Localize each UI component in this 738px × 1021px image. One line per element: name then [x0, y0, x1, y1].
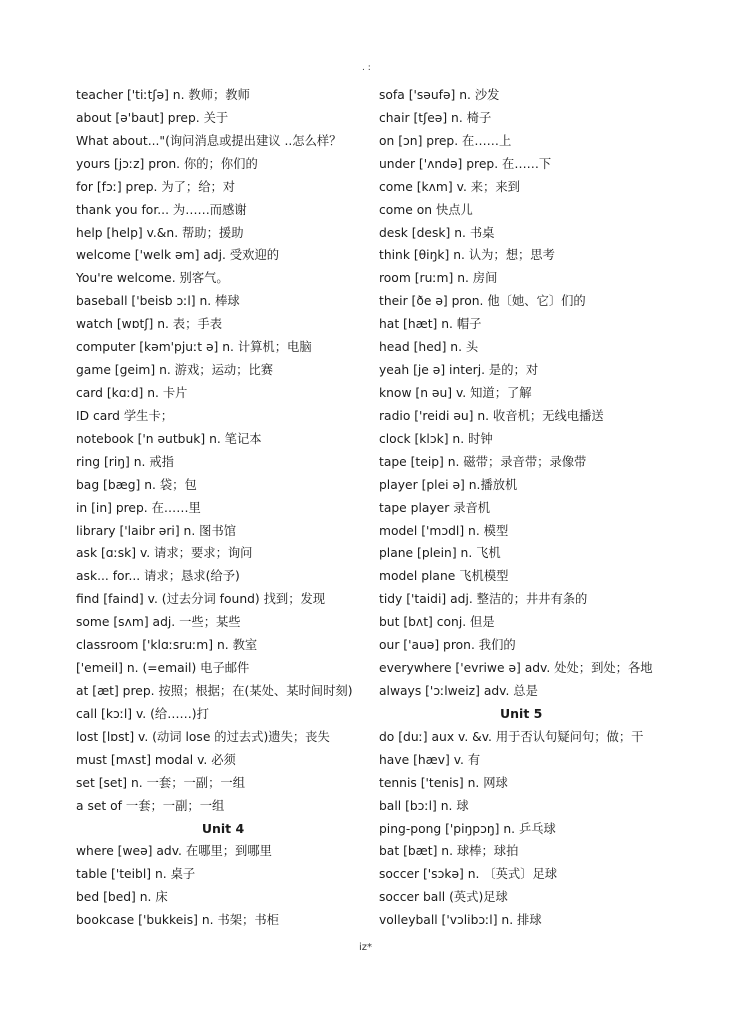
vocab-entry: tennis ['tenis] n. 网球 [379, 775, 508, 790]
vocab-entry: radio ['reidi əu] n. 收音机；无线电播送 [379, 408, 604, 423]
vocab-entry: watch [wɒtʃ] n. 表；手表 [76, 317, 222, 332]
vocab-entry: ['emeil] n. (=email) 电子邮件 [76, 661, 250, 676]
vocab-entry: model ['mɔdl] n. 模型 [379, 523, 509, 538]
vocab-entry: ring [riŋ] n. 戒指 [76, 454, 174, 469]
vocab-entry: What about..."(询问消息或提出建议 ..怎么样？ [76, 133, 342, 148]
vocab-entry: find [faind] v. (过去分词 found) 找到；发现 [76, 592, 326, 607]
vocab-entry: baseball ['beisb ɔːl] n. 棒球 [76, 294, 240, 309]
vocab-entry: call [kɔːl] v. (给……)打 [76, 706, 209, 721]
vocab-entry: classroom ['klɑːsruːm] n. 教室 [76, 638, 258, 653]
vocab-entry: under ['ʌndə] prep. 在……下 [379, 156, 552, 171]
vocab-entry: bed [bed] n. 床 [76, 890, 168, 905]
vocab-entry: table ['teibl] n. 桌子 [76, 867, 196, 882]
unit-heading: Unit 4 [201, 820, 245, 836]
vocab-entry: notebook ['n əutbuk] n. 笔记本 [76, 431, 262, 446]
vocab-entry: player [plei ə] n.播放机 [379, 477, 518, 492]
vocab-entry: come on 快点儿 [379, 202, 473, 217]
vocab-entry: ping-pong ['piŋpɔŋ] n. 乒乓球 [379, 821, 556, 836]
vocab-entry: must [mʌst] modal v. 必须 [76, 752, 236, 767]
vocab-entry: sofa ['səufə] n. 沙发 [379, 88, 500, 102]
vocab-entry: their [ðe ə] pron. 他〔她、它〕们的 [379, 294, 586, 309]
vocab-entry: some [sʌm] adj. 一些；某些 [76, 615, 241, 630]
vocab-entry: model plane 飞机模型 [379, 569, 509, 584]
vocab-entry: welcome ['welk əm] adj. 受欢迎的 [76, 248, 280, 263]
vocab-entry: soccer ball (英式)足球 [379, 890, 508, 905]
vocab-entry: chair [tʃeə] n. 椅子 [379, 110, 492, 125]
vocab-entry: thank you for... 为……而感谢 [76, 202, 247, 217]
vocab-entry: ask... for... 请求；恳求(给予) [76, 569, 240, 584]
vocab-entry: room [ruːm] n. 房间 [379, 271, 498, 286]
vocab-entry: for [fɔː] prep. 为了；给；对 [76, 179, 236, 194]
vocab-column-left [76, 84, 366, 932]
vocab-entry: tidy ['taidi] adj. 整洁的；井井有条的 [379, 592, 588, 607]
vocab-entry: bat [bæt] n. 球棒；球拍 [379, 844, 519, 859]
vocab-entry: set [set] n. 一套；一副；一组 [76, 775, 245, 790]
vocab-entry: yeah [je ə] interj. 是的；对 [379, 363, 539, 378]
vocab-entry: have [hæv] v. 有 [379, 752, 481, 767]
vocab-entry: hat [hæt] n. 帽子 [379, 317, 482, 332]
vocab-entry: volleyball ['vɔlibɔːl] n. 排球 [379, 913, 542, 928]
vocab-entry: tape [teip] n. 磁带；录音带；录像带 [379, 454, 587, 469]
header-mark: . : [362, 63, 371, 73]
vocab-entry: tape player 录音机 [379, 500, 491, 515]
vocab-entry: our ['auə] pron. 我们的 [379, 638, 516, 653]
vocab-entry: card [kɑːd] n. 卡片 [76, 385, 188, 400]
vocab-entry: where [weə] adv. 在哪里；到哪里 [76, 844, 272, 859]
footer-mark: iz* [359, 942, 373, 953]
vocab-entry: clock [klɔk] n. 时钟 [379, 431, 493, 446]
vocab-entry: know [n əu] v. 知道；了解 [379, 385, 532, 400]
vocab-entry: teacher ['tiːtʃə] n. 教师；教师 [76, 88, 250, 102]
vocab-entry: head [hed] n. 头 [379, 340, 479, 355]
vocab-entry: on [ɔn] prep. 在……上 [379, 133, 512, 148]
vocab-entry: bag [bæg] n. 袋；包 [76, 477, 197, 492]
vocab-entry: come [kʌm] v. 来；来到 [379, 179, 520, 194]
vocab-entry: always ['ɔːlweiz] adv. 总是 [379, 683, 538, 698]
vocab-entry: You're welcome. 别客气。 [76, 271, 229, 286]
vocab-entry: in [in] prep. 在……里 [76, 500, 201, 515]
vocab-entry: but [bʌt] conj. 但是 [379, 615, 495, 630]
vocab-entry: ask [ɑːsk] v. 请求；要求；询问 [76, 546, 253, 561]
vocab-entry: game [geim] n. 游戏；运动；比赛 [76, 363, 274, 378]
vocab-entry: a set of 一套；一副；一组 [76, 798, 225, 813]
unit-heading: Unit 5 [500, 705, 543, 721]
vocab-entry: soccer ['sɔkə] n. 〔英式〕足球 [379, 867, 558, 882]
vocab-entry: think [θiŋk] n. 认为；想；思考 [379, 248, 555, 263]
vocab-entry: bookcase ['bukkeis] n. 书架；书柜 [76, 913, 279, 928]
vocab-entry: library ['laibr əri] n. 图书馆 [76, 523, 237, 538]
vocab-entry: lost [lɒst] v. (动词 lose 的过去式)遗失；丧失 [76, 729, 330, 744]
vocab-entry: computer [kəm'pjuːt ə] n. 计算机；电脑 [76, 340, 312, 355]
vocab-entry: yours [jɔːz] pron. 你的；你们的 [76, 156, 258, 171]
vocab-entry: plane [plein] n. 飞机 [379, 546, 501, 561]
vocab-entry: help [help] v.&n. 帮助；援助 [76, 225, 244, 240]
vocab-entry: everywhere ['evriwe ə] adv. 处处；到处；各地 [379, 661, 653, 676]
vocab-entry: do [duː] aux v. &v. 用于否认句疑问句；做；干 [379, 729, 644, 744]
vocab-entry: desk [desk] n. 书桌 [379, 225, 495, 240]
vocab-entry: ID card 学生卡； [76, 408, 174, 423]
vocab-column-right [379, 84, 669, 932]
vocab-entry: ball [bɔːl] n. 球 [379, 798, 469, 813]
vocab-entry: at [æt] prep. 按照；根据；在(某处、某时间时刻) [76, 683, 353, 698]
vocab-entry: about [ə'baut] prep. 关于 [76, 110, 229, 125]
